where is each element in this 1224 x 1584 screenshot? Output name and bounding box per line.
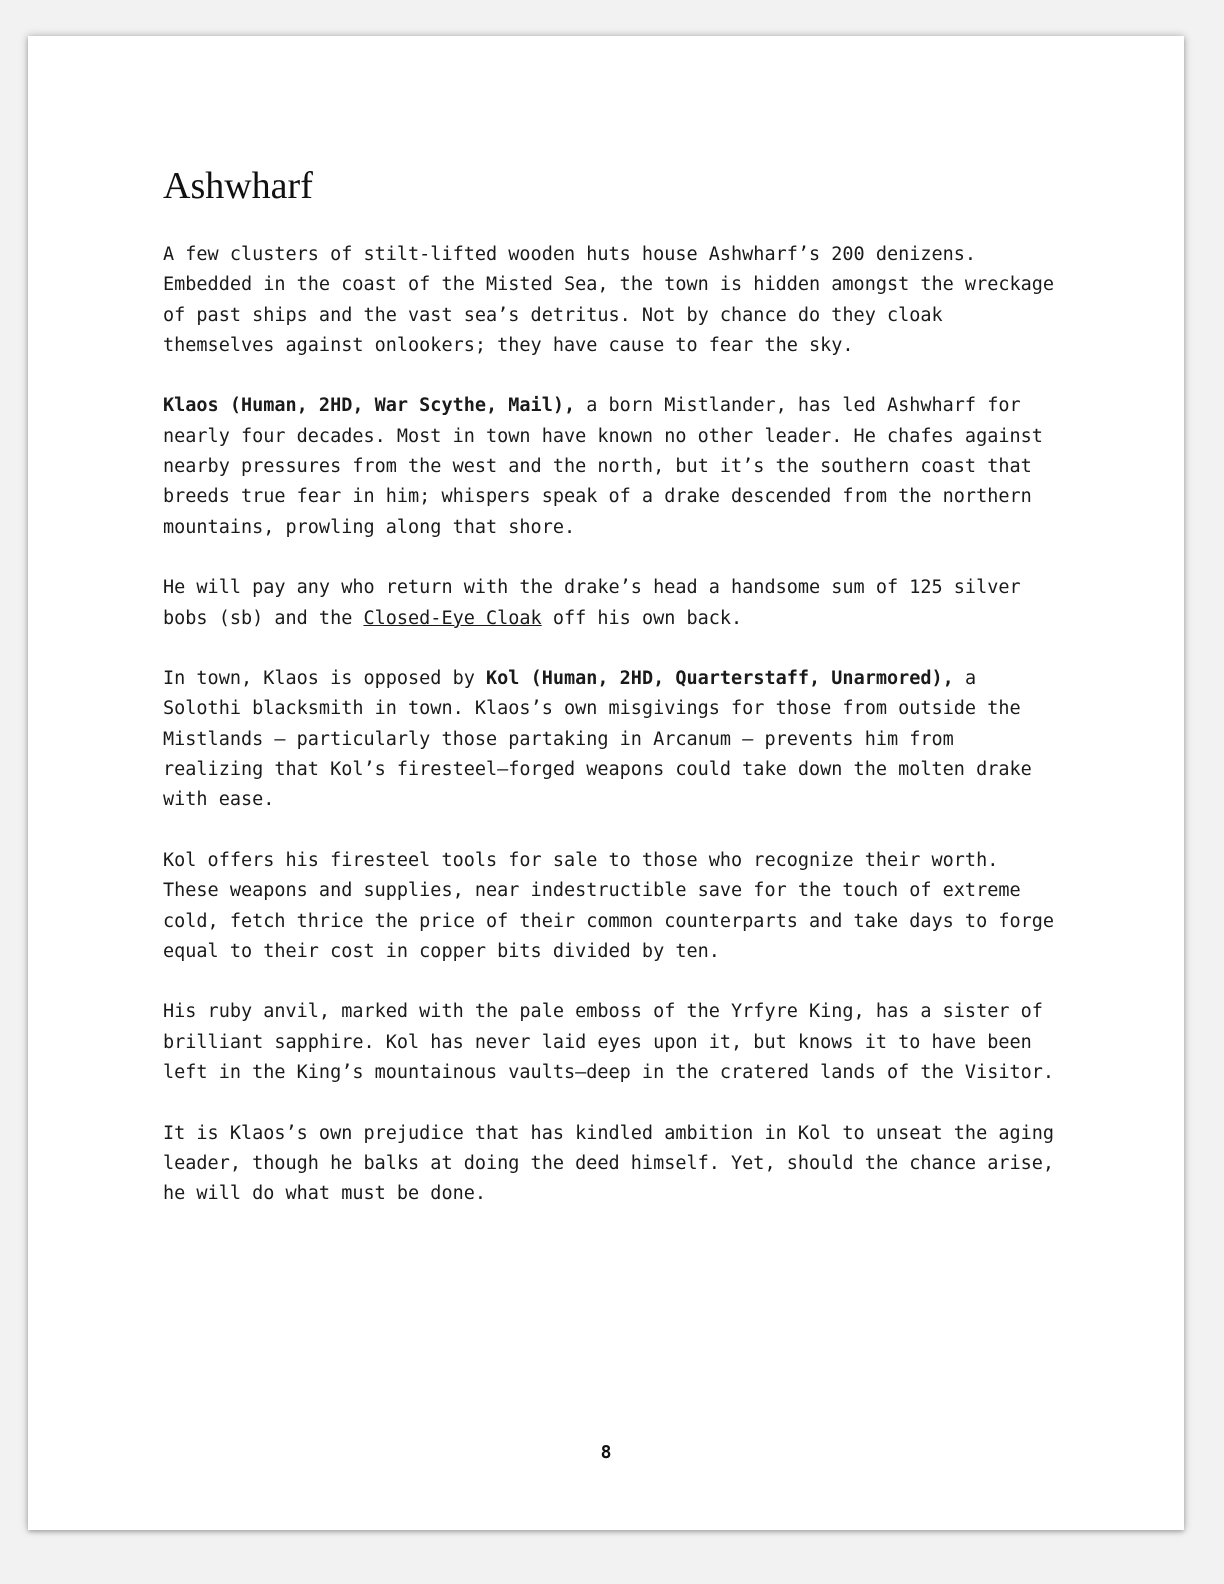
paragraph-firesteel [163, 846, 1063, 967]
paragraph-anvil [163, 997, 1063, 1088]
paragraph-reward [163, 573, 1063, 634]
paragraph-klaos-text: a born Mistlander, has led Ashwharf for nearly four decades. Most in town have known no other leader. He chafes against nearby pressures from the west and the north, but it’s the southern coast that breeds true fear in him; whispers speak of a drake descended from the northern mountains, prowling along that shore. [163, 395, 1043, 538]
paragraph-kol-text-after: a Solothi blacksmith in town. Klaos’s own misgivings for those from outside the Mistlands – particularly those partaking in Arcanum – prevents him from realizing that Kol’s firesteel—forged weapons could take down the molten drake with ease. [163, 668, 1032, 811]
page-content [163, 164, 1063, 1240]
paragraph-intro [163, 240, 1063, 361]
paragraph-reward-text-after: off his own back. [541, 607, 743, 629]
page-number: 8 [600, 1442, 612, 1463]
closed-eye-cloak-link[interactable]: Closed-Eye Cloak [363, 607, 542, 629]
paragraph-ambition-text: It is Klaos’s own prejudice that has kindled ambition in Kol to unseat the aging leader, though he balks at doing the deed himself. Yet, should the chance arise, he will do what must be done. [163, 1122, 1055, 1205]
paragraph-anvil-text: His ruby anvil, marked with the pale emboss of the Yrfyre King, has a sister of brilliant sapphire. Kol has never laid eyes upon it, but knows it to have been left in the King’s mountainous vaults—deep in the cratered lands of the Visitor. [163, 1001, 1055, 1084]
document-page [28, 36, 1184, 1530]
paragraph-intro-text: A few clusters of stilt-lifted wooden huts house Ashwharf’s 200 denizens. Embedded in the coast of the Misted Sea, the town is hidden amongst the wreckage of past ships and the vast sea’s detritus. Not by chance do they cloak themselves against onlookers; they have cause to fear the sky. [163, 244, 1055, 356]
paragraph-ambition [163, 1119, 1063, 1210]
paragraph-firesteel-text: Kol offers his firesteel tools for sale to those who recognize their worth. These weapons and supplies, near indestructible save for the touch of extreme cold, fetch thrice the price of their common counterparts and take days to forge equal to their cost in copper bits divided by ten. [163, 849, 1055, 962]
paragraph-kol-text-before: In town, Klaos is opposed by [163, 668, 487, 690]
page-title: Ashwharf [163, 165, 313, 207]
klaos-statblock: Klaos (Human, 2HD, War Scythe, Mail), [163, 395, 576, 417]
kol-statblock: Kol (Human, 2HD, Quarterstaff, Unarmored), [486, 668, 954, 690]
paragraph-reward-text-before: He will pay any who return with the drake’s head a handsome sum of 125 silver bobs (sb) and the [163, 577, 1021, 629]
paragraph-kol [163, 664, 1063, 815]
paragraph-klaos [163, 391, 1063, 542]
